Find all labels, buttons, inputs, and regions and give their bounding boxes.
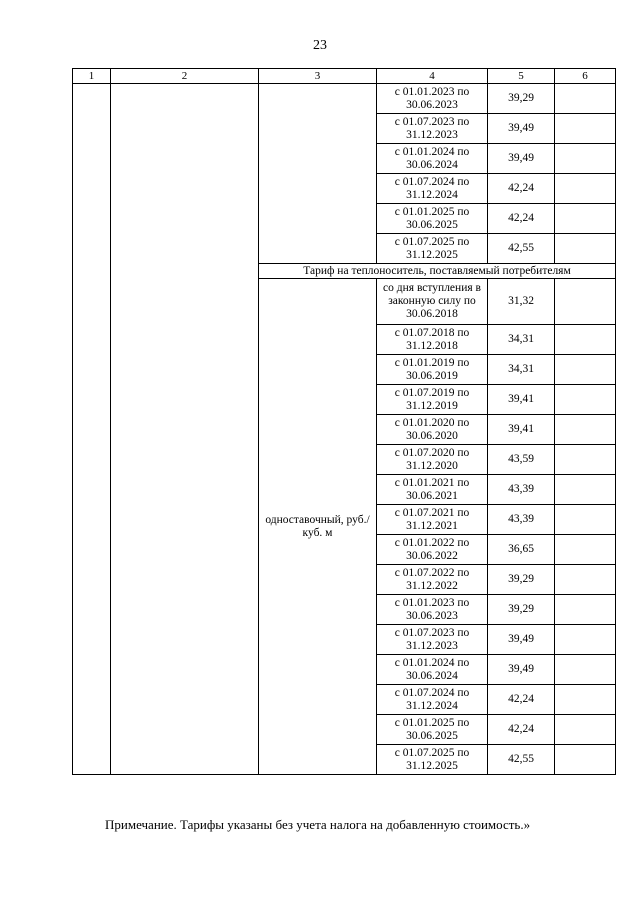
header-cell: 4 xyxy=(377,69,488,84)
empty-cell xyxy=(555,415,616,445)
value-cell: 39,49 xyxy=(488,144,555,174)
table-header-row xyxy=(73,69,616,84)
empty-cell xyxy=(555,204,616,234)
header-cell: 1 xyxy=(73,69,111,84)
empty-cell xyxy=(555,385,616,415)
empty-cell xyxy=(555,84,616,114)
empty-cell xyxy=(555,144,616,174)
table-row xyxy=(73,84,616,114)
period-cell: с 01.07.2021 по 31.12.2021 xyxy=(377,505,488,535)
value-cell: 39,49 xyxy=(488,625,555,655)
period-cell: с 01.07.2024 по 31.12.2024 xyxy=(377,174,488,204)
value-cell: 39,49 xyxy=(488,114,555,144)
period-cell: с 01.07.2025 по 31.12.2025 xyxy=(377,234,488,264)
period-cell: с 01.01.2023 по 30.06.2023 xyxy=(377,595,488,625)
period-cell: с 01.07.2024 по 31.12.2024 xyxy=(377,685,488,715)
period-cell: с 01.07.2022 по 31.12.2022 xyxy=(377,565,488,595)
empty-cell xyxy=(555,535,616,565)
empty-cell xyxy=(555,279,616,325)
period-cell: с 01.07.2025 по 31.12.2025 xyxy=(377,745,488,775)
period-cell: с 01.01.2021 по 30.06.2021 xyxy=(377,475,488,505)
period-cell: с 01.01.2020 по 30.06.2020 xyxy=(377,415,488,445)
period-cell: с 01.07.2023 по 31.12.2023 xyxy=(377,114,488,144)
period-cell: с 01.01.2024 по 30.06.2024 xyxy=(377,144,488,174)
value-cell: 43,39 xyxy=(488,505,555,535)
empty-cell xyxy=(555,505,616,535)
value-cell: 39,29 xyxy=(488,595,555,625)
period-cell: с 01.01.2024 по 30.06.2024 xyxy=(377,655,488,685)
value-cell: 43,39 xyxy=(488,475,555,505)
period-cell: с 01.01.2019 по 30.06.2019 xyxy=(377,355,488,385)
period-cell: со дня вступления в законную силу по 30.06.2018 xyxy=(377,279,488,325)
tariff-type-cell: одноставочный, руб./куб. м xyxy=(259,279,377,775)
value-cell: 34,31 xyxy=(488,355,555,385)
tariff-table xyxy=(72,68,616,775)
header-cell: 2 xyxy=(111,69,259,84)
value-cell: 39,29 xyxy=(488,84,555,114)
value-cell: 31,32 xyxy=(488,279,555,325)
empty-cell xyxy=(555,745,616,775)
period-cell: с 01.07.2019 по 31.12.2019 xyxy=(377,385,488,415)
value-cell: 42,24 xyxy=(488,174,555,204)
empty-cell xyxy=(555,685,616,715)
value-cell: 42,24 xyxy=(488,685,555,715)
value-cell: 39,29 xyxy=(488,565,555,595)
header-cell: 5 xyxy=(488,69,555,84)
empty-cell xyxy=(555,715,616,745)
period-cell: с 01.07.2023 по 31.12.2023 xyxy=(377,625,488,655)
empty-cell xyxy=(555,174,616,204)
empty-cell xyxy=(555,234,616,264)
value-cell: 39,49 xyxy=(488,655,555,685)
period-cell: с 01.01.2025 по 30.06.2025 xyxy=(377,204,488,234)
empty-cell xyxy=(555,625,616,655)
header-cell: 6 xyxy=(555,69,616,84)
period-cell: с 01.01.2023 по 30.06.2023 xyxy=(377,84,488,114)
cell-col-1 xyxy=(73,84,111,775)
period-cell: с 01.01.2022 по 30.06.2022 xyxy=(377,535,488,565)
empty-cell xyxy=(555,355,616,385)
cell-col-3 xyxy=(259,84,377,264)
value-cell: 42,24 xyxy=(488,715,555,745)
period-cell: с 01.07.2020 по 31.12.2020 xyxy=(377,445,488,475)
empty-cell xyxy=(555,655,616,685)
value-cell: 39,41 xyxy=(488,385,555,415)
period-cell: с 01.07.2018 по 31.12.2018 xyxy=(377,325,488,355)
empty-cell xyxy=(555,445,616,475)
value-cell: 42,55 xyxy=(488,234,555,264)
page-number: 23 xyxy=(313,38,327,53)
header-cell: 3 xyxy=(259,69,377,84)
empty-cell xyxy=(555,565,616,595)
cell-col-2 xyxy=(111,84,259,775)
value-cell: 36,65 xyxy=(488,535,555,565)
value-cell: 43,59 xyxy=(488,445,555,475)
empty-cell xyxy=(555,114,616,144)
period-cell: с 01.01.2025 по 30.06.2025 xyxy=(377,715,488,745)
value-cell: 42,55 xyxy=(488,745,555,775)
value-cell: 39,41 xyxy=(488,415,555,445)
value-cell: 42,24 xyxy=(488,204,555,234)
value-cell: 34,31 xyxy=(488,325,555,355)
empty-cell xyxy=(555,475,616,505)
footnote: Примечание. Тарифы указаны без учета налога на добавленную стоимость.» xyxy=(105,817,531,832)
empty-cell xyxy=(555,325,616,355)
empty-cell xyxy=(555,595,616,625)
section-title: Тариф на теплоноситель, поставляемый потребителям xyxy=(259,264,616,279)
